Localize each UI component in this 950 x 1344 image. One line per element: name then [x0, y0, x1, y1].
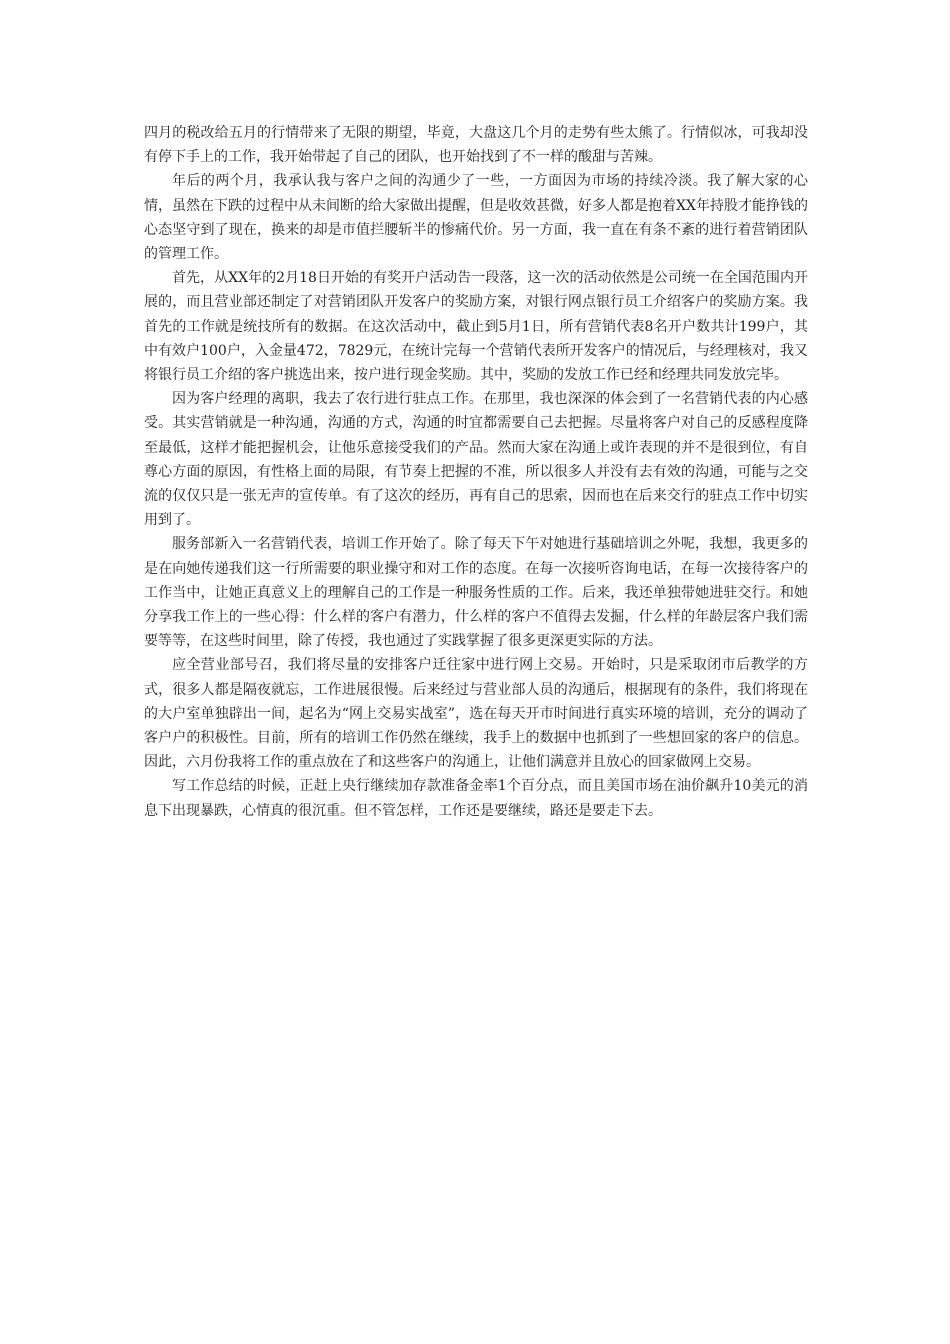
paragraph-6: 应全营业部号召，我们将尽量的安排客户迁往家中进行网上交易。开始时，只是采取闭市后教学的方式，很多人都是隔夜就忘，工作进展很慢。后来经过与营业部人员的沟通后，根据现有的条件，我们将现在的大户室单独辟出一间，起名为“网上交易实战室”，选在每天开市时间进行真实环境的培训，充分的调动了客户户的积极性。目前，所有的培训工作仍然在继续，我手上的数据中也抓到了一些想回家的客户的信息。因此，六月份我将工作的重点放在了和这些客户的沟通上，让他们满意并且放心的回家做网上交易。 [144, 657, 808, 771]
paragraph-1: 四月的税改给五月的行情带来了无限的期望，毕竟，大盘这几个月的走势有些太熊了。行情似冰，可我却没有停下手上的工作，我开始带起了自己的团队，也开始找到了不一样的酸甜与苦辣。 [144, 125, 808, 166]
document-body [144, 121, 808, 823]
paragraph-7: 写工作总结的时候，正赶上央行继续加存款准备金率1个百分点，而且美国市场在油价飙升10美元的消息下出现暴跌，心情真的很沉重。但不管怎样，工作还是要继续，路还是要走下去。 [144, 778, 808, 819]
paragraph-5: 服务部新入一名营销代表，培训工作开始了。除了每天下午对她进行基础培训之外呢，我想，我更多的是在向她传递我们这一行所需要的职业操守和对工作的态度。在每一次接听咨询电话，在每一次接待客户的工作当中，让她正真意义上的理解自己的工作是一种服务性质的工作。后来，我还单独带她进驻交行。和她分享我工作上的一些心得：什么样的客户有潜力，什么样的客户不值得去发掘，什么样的年龄层客户我们需要等等，在这些时间里，除了传授，我也通过了实践掌握了很多更深更实际的方法。 [144, 536, 808, 650]
paragraph-3: 首先，从XX年的2月18日开始的有奖开户活动告一段落，这一次的活动依然是公司统一在全国范围内开展的，而且营业部还制定了对营销团队开发客户的奖励方案，对银行网点银行员工介绍客户的奖励方案。我首先的工作就是统技所有的数据。在这次活动中，截止到5月1日，所有营销代表8名开户数共计199户，其中有效户100户，入金量472，7829元，在统计完每一个营销代表所开发客户的情况后，与经理核对，我又将银行员工介绍的客户挑选出来，按户进行现金奖励。其中，奖励的发放工作已经和经理共同发放完毕。 [144, 270, 808, 384]
paragraph-2: 年后的两个月，我承认我与客户之间的沟通少了一些，一方面因为市场的持续冷淡。我了解大家的心情，虽然在下跌的过程中从未间断的给大家做出提醒，但是收效甚微，好多人都是抱着XX年持股才能挣钱的心态坚守到了现在，换来的却是市值拦腰斩半的惨痛代价。另一方面，我一直在有条不紊的进行着营销团队的管理工作。 [144, 173, 808, 263]
paragraph-4: 因为客户经理的离职，我去了农行进行驻点工作。在那里，我也深深的体会到了一名营销代表的内心感受。其实营销就是一种沟通，沟通的方式，沟通的时宜都需要自己去把握。尽量将客户对自己的反感程度降至最低，这样才能把握机会，让他乐意接受我们的产品。然而大家在沟通上或许表现的并不是很到位，有自尊心方面的原因，有性格上面的局限，有节奏上把握的不准，所以很多人并没有去有效的沟通，可能与之交流的仅仅只是一张无声的宣传单。有了这次的经历，再有自己的思索，因而也在后来交行的驻点工作中切实用到了。 [144, 391, 808, 529]
